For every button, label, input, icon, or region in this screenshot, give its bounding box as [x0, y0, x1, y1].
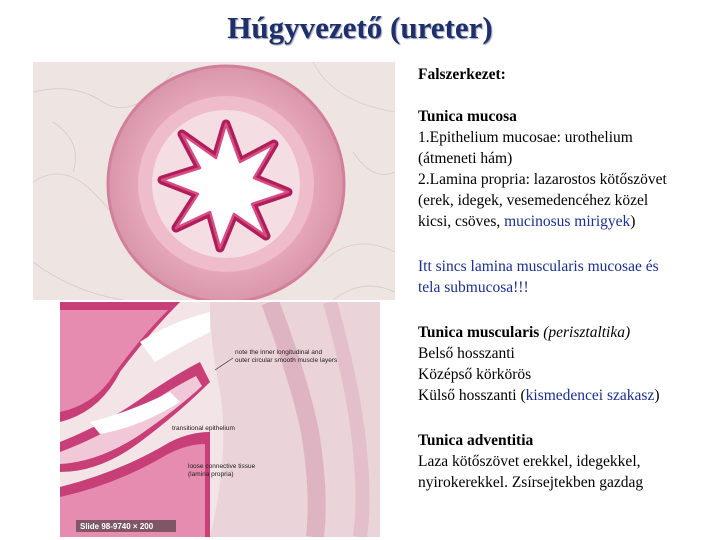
- muscularis-line-3: [418, 385, 718, 406]
- mucosa-line-1: 1.Epithelium mucosae: urothelium: [418, 129, 633, 146]
- mucinosus-mirigyek: mucinosus mirigyek: [504, 213, 631, 230]
- note-line-1: Itt sincs lamina muscularis mucosae és: [418, 258, 659, 275]
- page-title: Húgyvezető (ureter): [227, 10, 493, 45]
- mucosa-line-5-suffix: ): [630, 213, 636, 230]
- mucosa-line-3: 2.Lamina propria: lazarostos kötőszövet: [418, 171, 667, 188]
- muscularis-line-2: Középső körkörös: [418, 366, 532, 383]
- mucosa-line-5: [418, 211, 718, 232]
- annotation-transitional: transitional epithelium: [172, 425, 235, 432]
- description-column: [418, 64, 718, 493]
- muscularis-line-1: Belső hosszanti: [418, 345, 515, 362]
- kismedencei-szakasz: kismedencei szakasz: [525, 387, 655, 404]
- mucosa-title: Tunica mucosa: [418, 108, 517, 125]
- ureter-cross-section-micrograph: [33, 62, 395, 300]
- adventitia-title: Tunica adventitia: [418, 432, 534, 449]
- note-line-2: tela submucosa!!!: [418, 279, 529, 296]
- annotation-loose-1: loose connective tissue: [188, 463, 256, 470]
- annotation-muscle-1: note the inner longitudinal and: [235, 349, 323, 356]
- muscularis-italic: (perisztaltika): [539, 324, 631, 341]
- mucosa-line-4: (erek, idegek, vesemedencéhez közel: [418, 192, 649, 209]
- muscularis-line-3-prefix: Külső hosszanti (: [418, 387, 526, 404]
- slide-label: Slide 98-9740 × 200: [80, 522, 154, 531]
- ureter-wall-micrograph: [60, 302, 380, 537]
- mucosa-line-5-prefix: kicsi, csöves,: [418, 213, 505, 230]
- adventitia-line-2: nyirokerekkel. Zsírsejtekben gazdag: [418, 474, 644, 491]
- muscularis-line-3-suffix: ): [654, 387, 660, 404]
- annotation-loose-2: (lamina propria): [188, 471, 234, 478]
- heading-falszerkezet: Falszerkezet:: [418, 66, 506, 83]
- mucosa-line-2: (átmeneti hám): [418, 150, 513, 167]
- annotation-muscle-2: outer circular smooth muscle layers: [235, 357, 338, 364]
- muscularis-title: Tunica muscularis: [418, 324, 540, 341]
- adventitia-line-1: Laza kötőszövet erekkel, idegekkel,: [418, 453, 641, 470]
- muscularis-heading: [418, 322, 718, 343]
